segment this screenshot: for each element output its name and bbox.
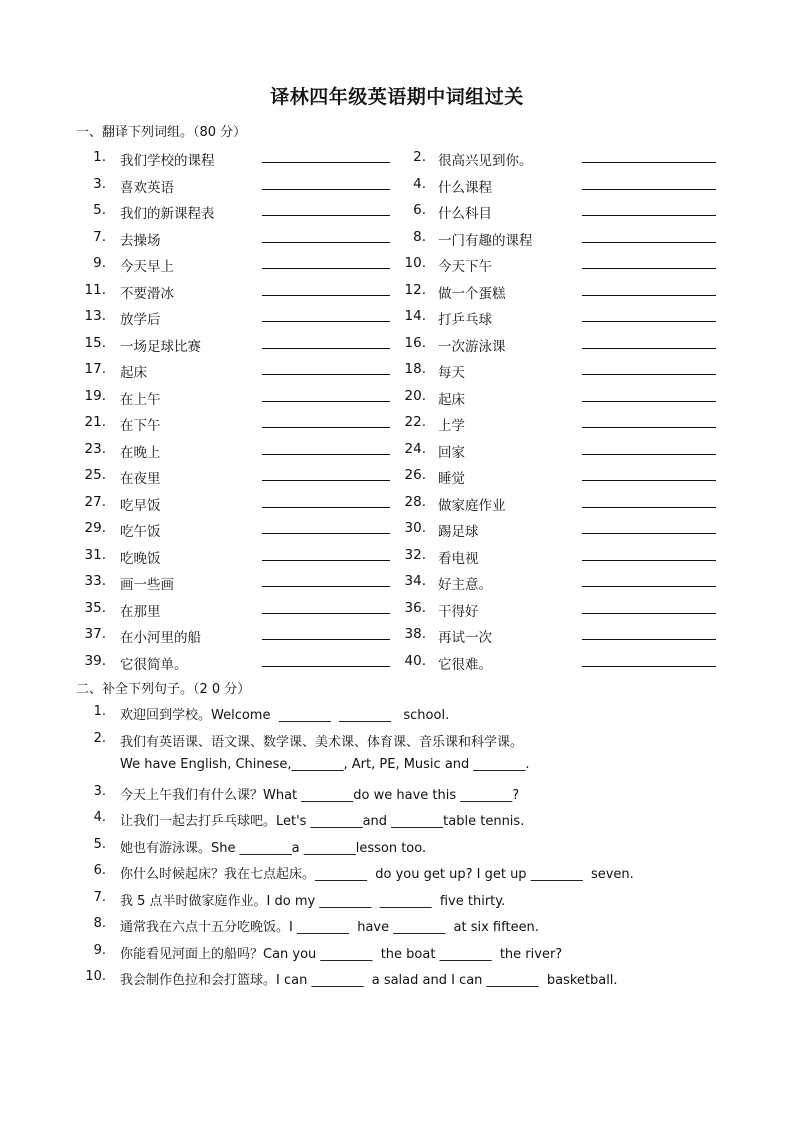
answer-blank[interactable]: [582, 242, 716, 243]
answer-blank[interactable]: [582, 507, 716, 508]
item-number: 9.: [93, 942, 106, 958]
phrase-text: 很高兴见到你。: [438, 153, 533, 169]
phrase-text: 它很难。: [438, 656, 492, 673]
item-number: 38.: [404, 626, 426, 642]
answer-blank[interactable]: [582, 401, 716, 402]
item-number: 40.: [404, 652, 426, 669]
vocab-row: [0, 385, 794, 412]
phrase-text: 我们学校的课程: [120, 153, 215, 169]
sentence-text: 欢迎回到学校。Welcome ________ ________ school.: [120, 708, 450, 723]
answer-blank[interactable]: [262, 401, 390, 402]
sentence-text: 让我们一起去打乒乓球吧。Let's ________and ________table tennis.: [120, 814, 525, 829]
phrase-text: 在上午: [120, 391, 161, 408]
item-number: 30.: [404, 520, 426, 536]
item-number: 10.: [85, 969, 106, 984]
item-number: 34.: [404, 573, 426, 589]
answer-blank[interactable]: [262, 560, 390, 561]
sentence-text: 通常我在六点十五分吃晚饭。I ________ have ________ at six fifteen.: [120, 920, 539, 935]
vocab-row: [0, 597, 794, 624]
item-number: 37.: [84, 626, 106, 642]
sentence-item: [0, 916, 794, 943]
phrase-text: 踢足球: [438, 524, 479, 540]
phrase-text: 我们的新课程表: [120, 206, 215, 222]
phrase-text: 在夜里: [120, 471, 161, 487]
answer-blank[interactable]: [582, 215, 716, 216]
item-number: 10.: [404, 255, 426, 271]
answer-blank[interactable]: [582, 560, 716, 561]
sentence-item: [0, 784, 794, 811]
item-number: 14.: [404, 308, 426, 324]
answer-blank[interactable]: [262, 215, 390, 216]
sentence-text: 我们有英语课、语文课、数学课、美术课、体育课、音乐课和科学课。: [120, 734, 524, 750]
phrase-text: 回家: [438, 444, 465, 461]
phrase-text: 在下午: [120, 418, 161, 434]
vocab-row: [0, 438, 794, 465]
answer-blank[interactable]: [262, 242, 390, 243]
vocab-row: [0, 279, 794, 306]
sentence-item: [0, 863, 794, 890]
item-number: 3.: [93, 175, 106, 192]
vocab-row: [0, 332, 794, 359]
item-number: 11.: [84, 281, 106, 298]
answer-blank[interactable]: [262, 268, 390, 269]
sentence-list: [0, 704, 794, 996]
phrase-text: 每天: [438, 365, 465, 381]
sentence-item: [0, 837, 794, 864]
item-number: 3.: [93, 783, 106, 799]
vocab-row: [0, 252, 794, 279]
phrase-text: 起床: [438, 391, 465, 408]
phrase-text: 在晚上: [120, 444, 161, 461]
item-number: 25.: [84, 467, 106, 483]
item-number: 1.: [93, 704, 106, 719]
answer-blank[interactable]: [262, 374, 390, 375]
phrase-text: 睡觉: [438, 471, 465, 487]
phrase-text: 在小河里的船: [120, 630, 201, 646]
item-number: 15.: [84, 334, 106, 351]
phrase-text: 做家庭作业: [438, 497, 506, 514]
phrase-text: 今天下午: [438, 259, 492, 275]
item-number: 29.: [84, 520, 106, 536]
answer-blank[interactable]: [582, 586, 716, 587]
item-number: 24.: [404, 440, 426, 457]
sentence-text: 我 5 点半时做家庭作业。I do my ________ ________ five thirty.: [120, 893, 506, 909]
sentence-english-line: We have English, Chinese,________, Art, PE, Music and ________.: [120, 756, 530, 772]
phrase-text: 什么科目: [438, 206, 492, 222]
answer-blank[interactable]: [582, 427, 716, 428]
item-number: 2.: [93, 730, 106, 746]
item-number: 7.: [93, 228, 106, 245]
item-number: 28.: [404, 493, 426, 510]
answer-blank[interactable]: [262, 639, 390, 640]
item-number: 6.: [93, 863, 106, 878]
answer-blank[interactable]: [582, 454, 716, 455]
page-title: 译林四年级英语期中词组过关: [270, 86, 524, 108]
phrase-text: 一场足球比赛: [120, 338, 201, 355]
sentence-item: [0, 943, 794, 970]
sentence-item: [0, 890, 794, 917]
phrase-text: 一次游泳课: [438, 338, 506, 355]
phrase-text: 起床: [120, 365, 147, 381]
answer-blank[interactable]: [582, 189, 716, 190]
answer-blank[interactable]: [582, 533, 716, 534]
phrase-text: 好主意。: [438, 577, 492, 593]
phrase-text: 打乒乓球: [438, 312, 492, 328]
item-number: 2.: [413, 149, 426, 165]
vocab-row: [0, 305, 794, 332]
sentence-text: 她也有游泳课。She ________a ________lesson too.: [120, 840, 427, 856]
phrase-text: 在那里: [120, 603, 161, 620]
section-1-heading: 一、翻译下列词组。（80 分）: [76, 125, 247, 140]
answer-blank[interactable]: [262, 321, 390, 322]
vocab-row: [0, 650, 794, 677]
item-number: 33.: [84, 573, 106, 589]
answer-blank[interactable]: [582, 321, 716, 322]
answer-blank[interactable]: [262, 507, 390, 508]
phrase-text: 去操场: [120, 232, 161, 249]
answer-blank[interactable]: [262, 666, 390, 667]
item-number: 5.: [93, 202, 106, 218]
phrase-text: 做一个蛋糕: [438, 285, 506, 302]
item-number: 5.: [93, 836, 106, 852]
item-number: 8.: [413, 228, 426, 245]
vocab-row: [0, 358, 794, 385]
sentence-text: 你能看见河面上的船吗？Can you ________ the boat ________ the river?: [120, 946, 563, 962]
answer-blank[interactable]: [582, 295, 716, 296]
answer-blank[interactable]: [262, 613, 390, 614]
phrase-text: 它很简单。: [120, 656, 188, 673]
phrase-text: 再试一次: [438, 630, 492, 646]
item-number: 17.: [84, 361, 106, 377]
sentence-item: [0, 969, 794, 996]
vocab-row: [0, 623, 794, 650]
answer-blank[interactable]: [582, 613, 716, 614]
vocab-row: [0, 173, 794, 200]
phrase-text: 画一些画: [120, 577, 174, 593]
vocab-list: [0, 146, 794, 676]
phrase-text: 干得好: [438, 603, 479, 620]
sentence-text: 我会制作色拉和会打篮球。I can ________ a salad and I can ________ basketball.: [120, 973, 618, 988]
vocab-row: [0, 464, 794, 491]
item-number: 4.: [93, 810, 106, 825]
item-number: 27.: [84, 493, 106, 510]
item-number: 8.: [93, 916, 106, 931]
item-number: 7.: [93, 889, 106, 905]
answer-blank[interactable]: [262, 295, 390, 296]
item-number: 36.: [404, 599, 426, 616]
phrase-text: 放学后: [120, 312, 161, 328]
phrase-text: 一门有趣的课程: [438, 232, 533, 249]
answer-blank[interactable]: [262, 162, 390, 163]
answer-blank[interactable]: [582, 268, 716, 269]
section-2-heading: 二、补全下列句子。（2 0 分）: [76, 682, 251, 697]
item-number: 22.: [404, 414, 426, 430]
vocab-row: [0, 570, 794, 597]
item-number: 16.: [404, 334, 426, 351]
sentence-text: 今天上午我们有什么课？What ________do we have this ________?: [120, 787, 520, 803]
answer-blank[interactable]: [262, 348, 390, 349]
answer-blank[interactable]: [262, 189, 390, 190]
answer-blank[interactable]: [582, 162, 716, 163]
item-number: 23.: [84, 440, 106, 457]
item-number: 9.: [93, 255, 106, 271]
phrase-text: 喜欢英语: [120, 179, 174, 196]
phrase-text: 吃早饭: [120, 497, 161, 514]
sentence-item: [0, 810, 794, 837]
item-number: 31.: [84, 546, 106, 563]
item-number: 12.: [404, 281, 426, 298]
vocab-row: [0, 517, 794, 544]
phrase-text: 吃晚饭: [120, 550, 161, 567]
item-number: 32.: [404, 546, 426, 563]
phrase-text: 上学: [438, 418, 465, 434]
vocab-row: [0, 226, 794, 253]
item-number: 18.: [404, 361, 426, 377]
vocab-row: [0, 146, 794, 173]
answer-blank[interactable]: [262, 533, 390, 534]
answer-blank[interactable]: [262, 427, 390, 428]
answer-blank[interactable]: [262, 454, 390, 455]
answer-blank[interactable]: [262, 480, 390, 481]
phrase-text: 不要滑冰: [120, 285, 174, 302]
item-number: 19.: [84, 387, 106, 404]
item-number: 20.: [404, 387, 426, 404]
vocab-row: [0, 199, 794, 226]
sentence-item: [0, 704, 794, 731]
phrase-text: 吃午饭: [120, 524, 161, 540]
item-number: 13.: [84, 308, 106, 324]
answer-blank[interactable]: [582, 666, 716, 667]
sentence-item: [0, 731, 794, 784]
vocab-row: [0, 544, 794, 571]
answer-blank[interactable]: [582, 480, 716, 481]
phrase-text: 看电视: [438, 550, 479, 567]
item-number: 6.: [413, 202, 426, 218]
vocab-row: [0, 491, 794, 518]
item-number: 1.: [93, 149, 106, 165]
vocab-row: [0, 411, 794, 438]
item-number: 21.: [84, 414, 106, 430]
sentence-text: 你什么时候起床？我在七点起床。________ do you get up? I get up ________ seven.: [120, 867, 634, 882]
answer-blank[interactable]: [262, 586, 390, 587]
item-number: 39.: [84, 652, 106, 669]
item-number: 26.: [404, 467, 426, 483]
phrase-text: 什么课程: [438, 179, 492, 196]
answer-blank[interactable]: [582, 639, 716, 640]
phrase-text: 今天早上: [120, 259, 174, 275]
answer-blank[interactable]: [582, 374, 716, 375]
answer-blank[interactable]: [582, 348, 716, 349]
item-number: 4.: [413, 175, 426, 192]
item-number: 35.: [84, 599, 106, 616]
